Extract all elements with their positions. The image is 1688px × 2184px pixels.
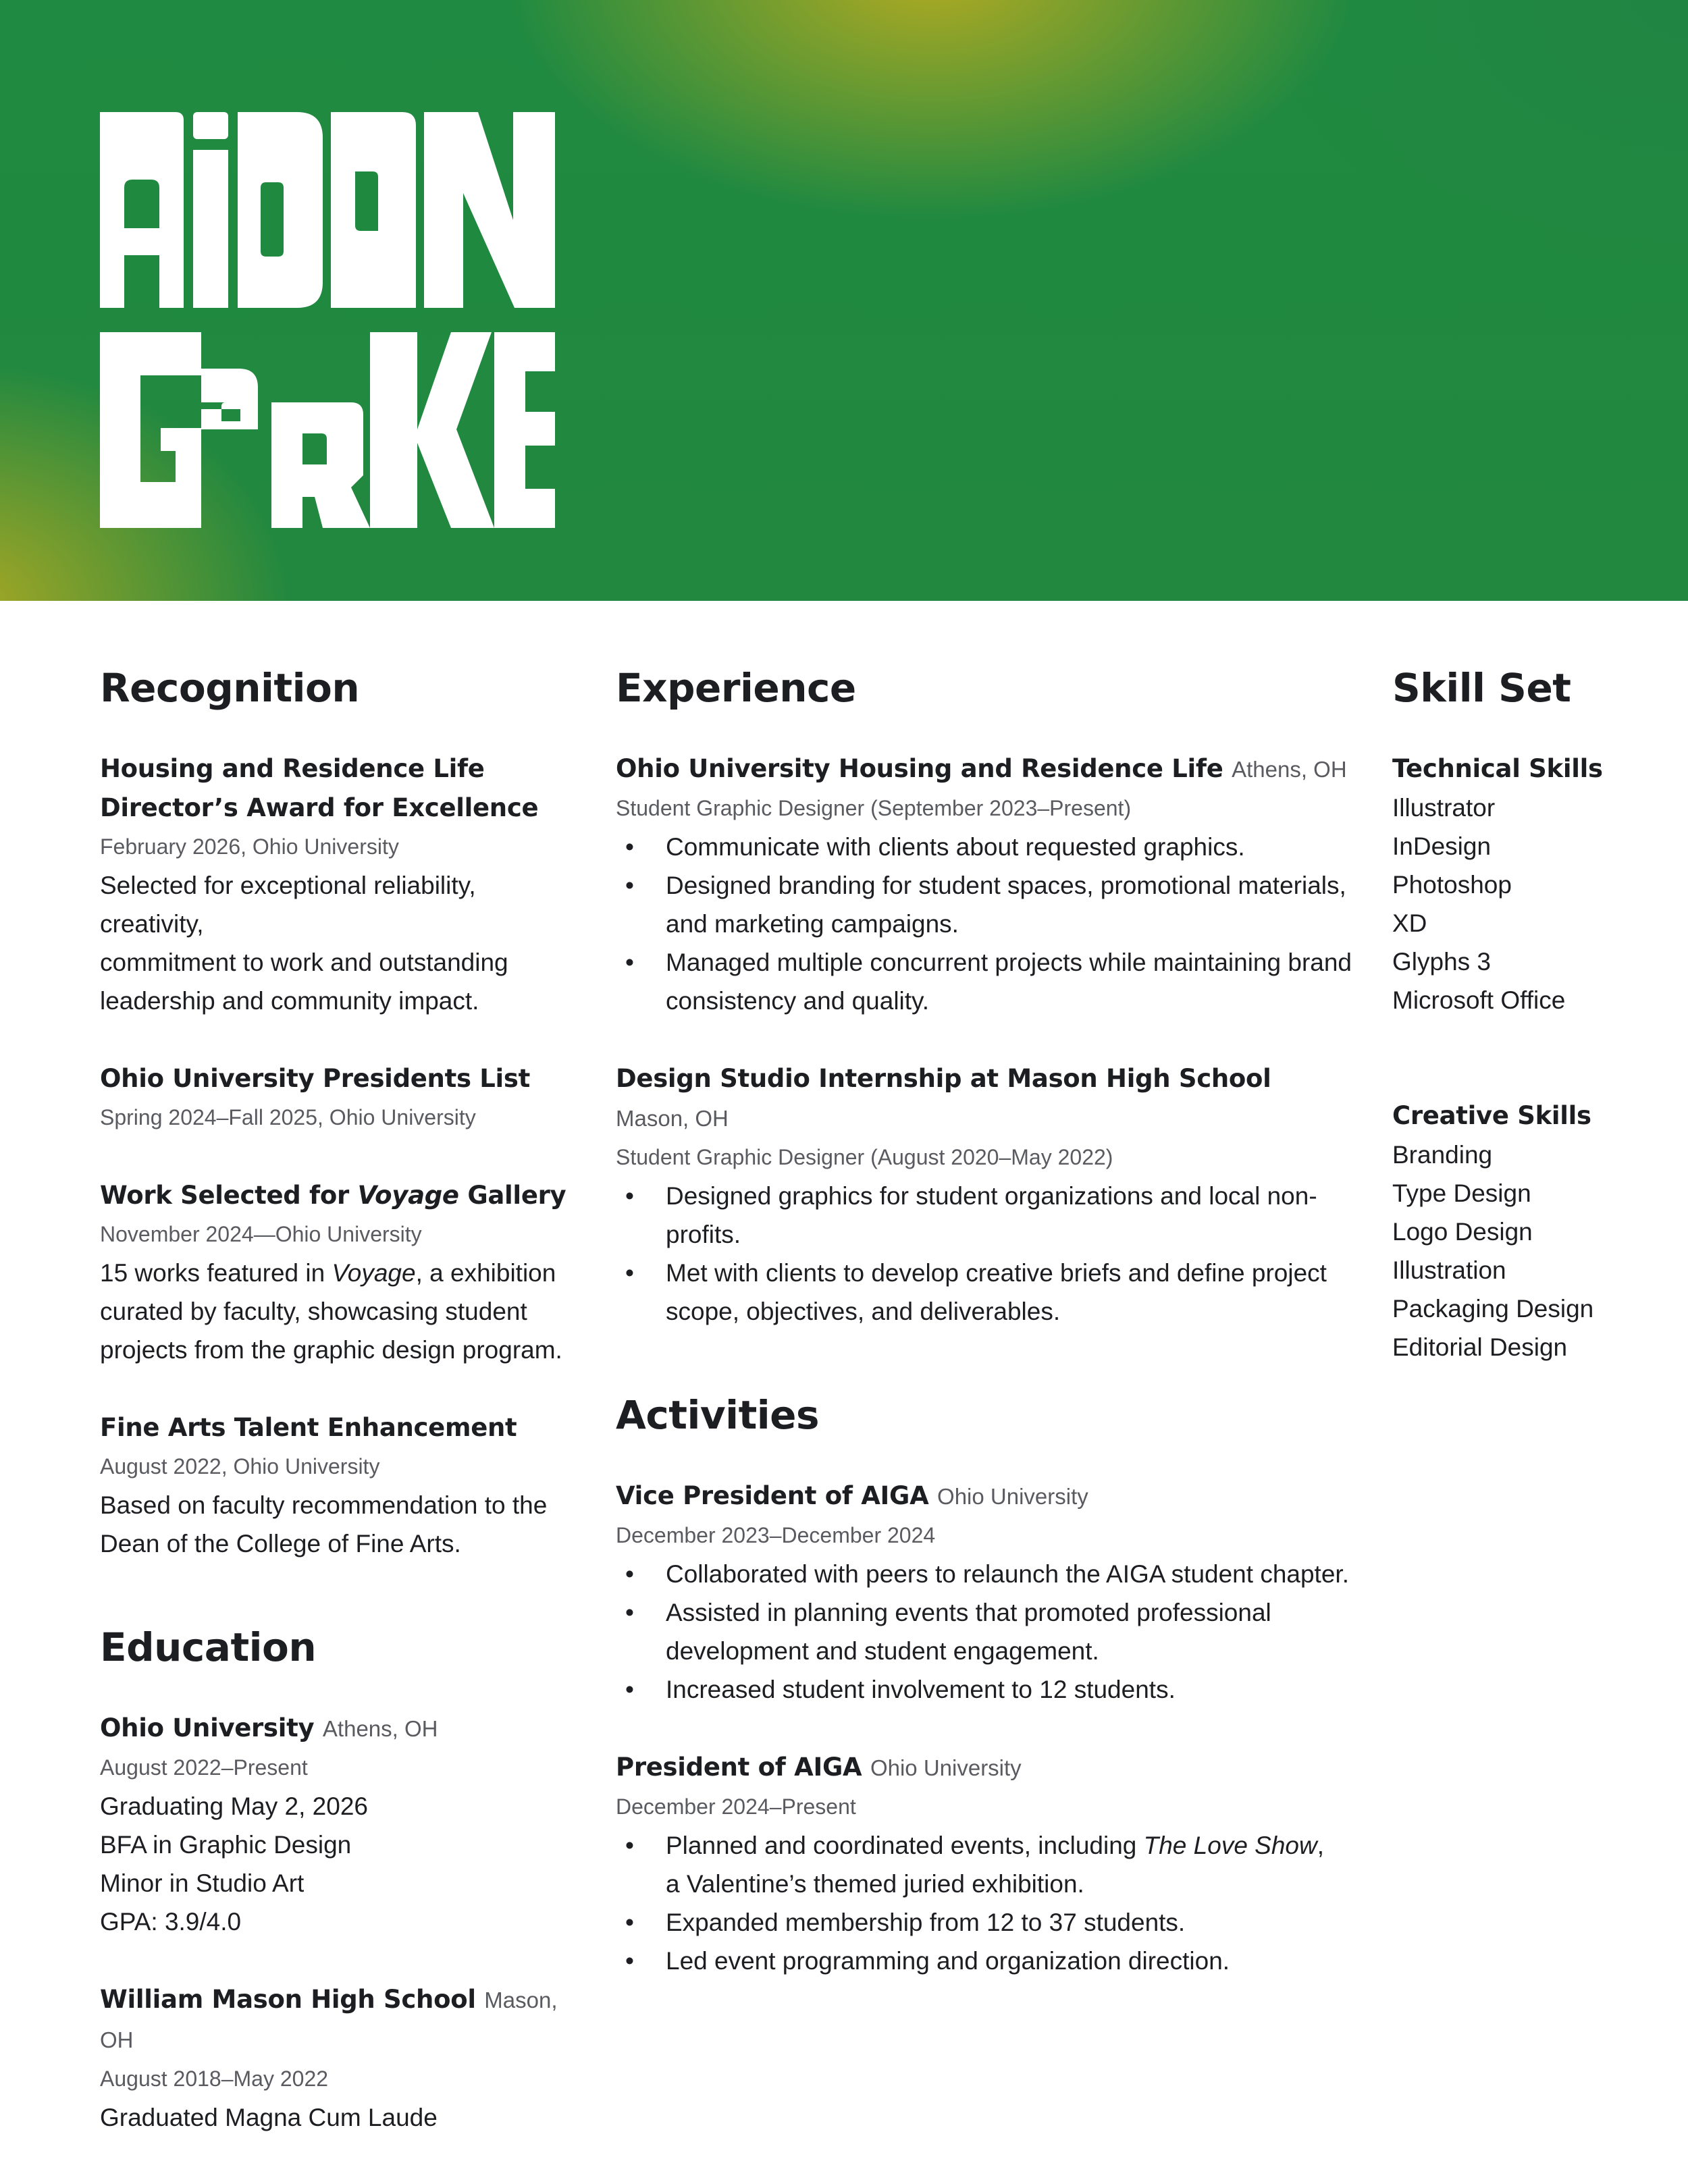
activity-entry [616, 1476, 1352, 1709]
entry-detail: Graduated Magna Cum Laude [100, 2104, 438, 2131]
entry-role: Student Graphic Designer (August 2020–May 2022) [616, 1145, 1113, 1169]
logo-letter-e2 [494, 332, 555, 528]
entry-description: 15 works featured in Voyage, a exhibition [100, 1259, 556, 1287]
left-column [100, 665, 573, 2137]
entry-description: Selected for exceptional reliability, creativity, [100, 872, 476, 938]
experience-heading: Experience [616, 665, 856, 711]
entry-title: Director’s Award for Excellence [100, 793, 539, 822]
bullet-item: • Led event programming and organization direction. [625, 1947, 1230, 1975]
skill-item: XD [1392, 909, 1427, 937]
recognition-entry [100, 1408, 573, 1563]
name-logo [100, 112, 555, 528]
bullet-item: • Designed graphics for student organizations and local non-profits. [625, 1182, 1317, 1248]
experience-entry [616, 1059, 1352, 1331]
bullet-item: • Collaborated with peers to relaunch the AIGA student chapter. [625, 1560, 1349, 1588]
entry-location: Ohio University [937, 1484, 1088, 1509]
skill-item: Type Design [1392, 1179, 1531, 1207]
skill-item: Packaging Design [1392, 1295, 1594, 1323]
header-banner [0, 0, 1688, 601]
entry-title: Vice President of AIGA Ohio University [616, 1481, 1088, 1510]
entry-title: Work Selected for Voyage Gallery [100, 1181, 566, 1210]
entry-location: Athens, OH [1232, 757, 1347, 782]
entry-date: February 2026, Ohio University [100, 834, 399, 859]
entry-title: Ohio University Housing and Residence Life Athens, OH [616, 754, 1347, 783]
skill-item: Logo Design [1392, 1218, 1533, 1246]
entry-description: commitment to work and outstanding [100, 949, 508, 976]
bullet-item: • Communicate with clients about requested graphics. [625, 833, 1245, 861]
entry-title: Design Studio Internship at Mason High School Mason, OH [616, 1064, 1271, 1131]
entry-title: Ohio University Presidents List [100, 1064, 531, 1093]
bullet-item: • Designed branding for student spaces, promotional materials, and marketing campaigns. [625, 872, 1346, 938]
logo-letter-r [271, 402, 370, 528]
bullet-item: • Increased student involvement to 12 students. [625, 1676, 1176, 1703]
entry-date: December 2023–December 2024 [616, 1523, 936, 1547]
entry-description: Based on faculty recommendation to the [100, 1491, 548, 1519]
activities-heading: Activities [616, 1392, 820, 1438]
logo-letter-n [424, 112, 555, 308]
bullet-list [616, 1826, 1352, 1980]
education-entry [100, 1709, 573, 1941]
entry-location: Mason, OH [616, 1106, 729, 1131]
technical-skills-heading: Technical Skills [1392, 754, 1603, 783]
skill-item: Branding [1392, 1141, 1493, 1169]
entry-location: Mason, OH [100, 1988, 558, 2052]
logo-letter-d [238, 112, 323, 308]
experience-entry [616, 749, 1352, 1020]
creative-skills [1392, 1096, 1676, 1366]
skills-heading: Skill Set [1392, 665, 1571, 711]
recognition-heading: Recognition [100, 665, 360, 711]
entry-date: November 2024—Ohio University [100, 1222, 422, 1246]
technical-skills [1392, 749, 1676, 1019]
entry-date: August 2018–May 2022 [100, 2067, 329, 2091]
middle-column [616, 665, 1352, 1980]
skill-item: Photoshop [1392, 871, 1512, 899]
entry-date: August 2022, Ohio University [100, 1454, 380, 1479]
entry-location: Athens, OH [322, 1716, 438, 1741]
entry-description: leadership and community impact. [100, 987, 479, 1015]
logo-letter-a2 [331, 112, 416, 308]
logo-letter-g [100, 332, 201, 528]
skill-item: Glyphs 3 [1392, 948, 1492, 976]
skill-item: Illustrator [1392, 794, 1496, 822]
skill-item: Illustration [1392, 1256, 1506, 1284]
recognition-entry [100, 1176, 573, 1369]
bullet-list [616, 1177, 1352, 1331]
entry-date: August 2022–Present [100, 1755, 308, 1780]
logo-letter-a [100, 112, 184, 308]
bullet-item: • Planned and coordinated events, including The Love Show, a Valentine’s themed juried exhibition. [625, 1832, 1325, 1898]
bullet-list [616, 1555, 1352, 1709]
bullet-item: • Managed multiple concurrent projects while maintaining brand consistency and quality. [625, 949, 1352, 1015]
logo-letter-k [370, 332, 494, 528]
entry-description: projects from the graphic design program. [100, 1336, 562, 1364]
skill-item: Microsoft Office [1392, 986, 1566, 1014]
entry-detail: Graduating May 2, 2026 [100, 1792, 368, 1820]
entry-date: Spring 2024–Fall 2025, Ohio University [100, 1105, 476, 1129]
skill-item: InDesign [1392, 832, 1492, 860]
entry-title: Housing and Residence Life [100, 754, 485, 783]
entry-title: William Mason High School Mason, OH [100, 1985, 558, 2052]
entry-detail: GPA: 3.9/4.0 [100, 1908, 242, 1936]
education-heading: Education [100, 1624, 317, 1670]
entry-title: President of AIGA Ohio University [616, 1753, 1022, 1782]
right-column [1392, 665, 1676, 1366]
entry-title: Ohio University Athens, OH [100, 1713, 438, 1742]
bullet-item: • Met with clients to develop creative briefs and define project scope, objectives, and deliverables. [625, 1259, 1327, 1325]
entry-title: Fine Arts Talent Enhancement [100, 1413, 517, 1442]
creative-skills-heading: Creative Skills [1392, 1101, 1591, 1130]
entry-description: curated by faculty, showcasing student [100, 1298, 527, 1325]
entry-detail: BFA in Graphic Design [100, 1831, 352, 1859]
entry-date: December 2024–Present [616, 1794, 856, 1819]
bullet-item: • Expanded membership from 12 to 37 students. [625, 1909, 1186, 1936]
recognition-entry [100, 1059, 573, 1137]
entry-detail: Minor in Studio Art [100, 1869, 305, 1897]
bullet-list [616, 828, 1352, 1020]
entry-location: Ohio University [870, 1755, 1022, 1780]
entry-description: Dean of the College of Fine Arts. [100, 1530, 461, 1557]
education-entry [100, 1980, 573, 2137]
recognition-entry [100, 749, 573, 1020]
entry-role: Student Graphic Designer (September 2023–Present) [616, 796, 1132, 820]
bullet-item: • Assisted in planning events that promoted professional development and student engagement. [625, 1599, 1271, 1665]
skill-item: Editorial Design [1392, 1333, 1568, 1361]
logo-letter-i [193, 112, 228, 308]
logo-letter-e [201, 369, 258, 429]
activity-entry [616, 1748, 1352, 1980]
